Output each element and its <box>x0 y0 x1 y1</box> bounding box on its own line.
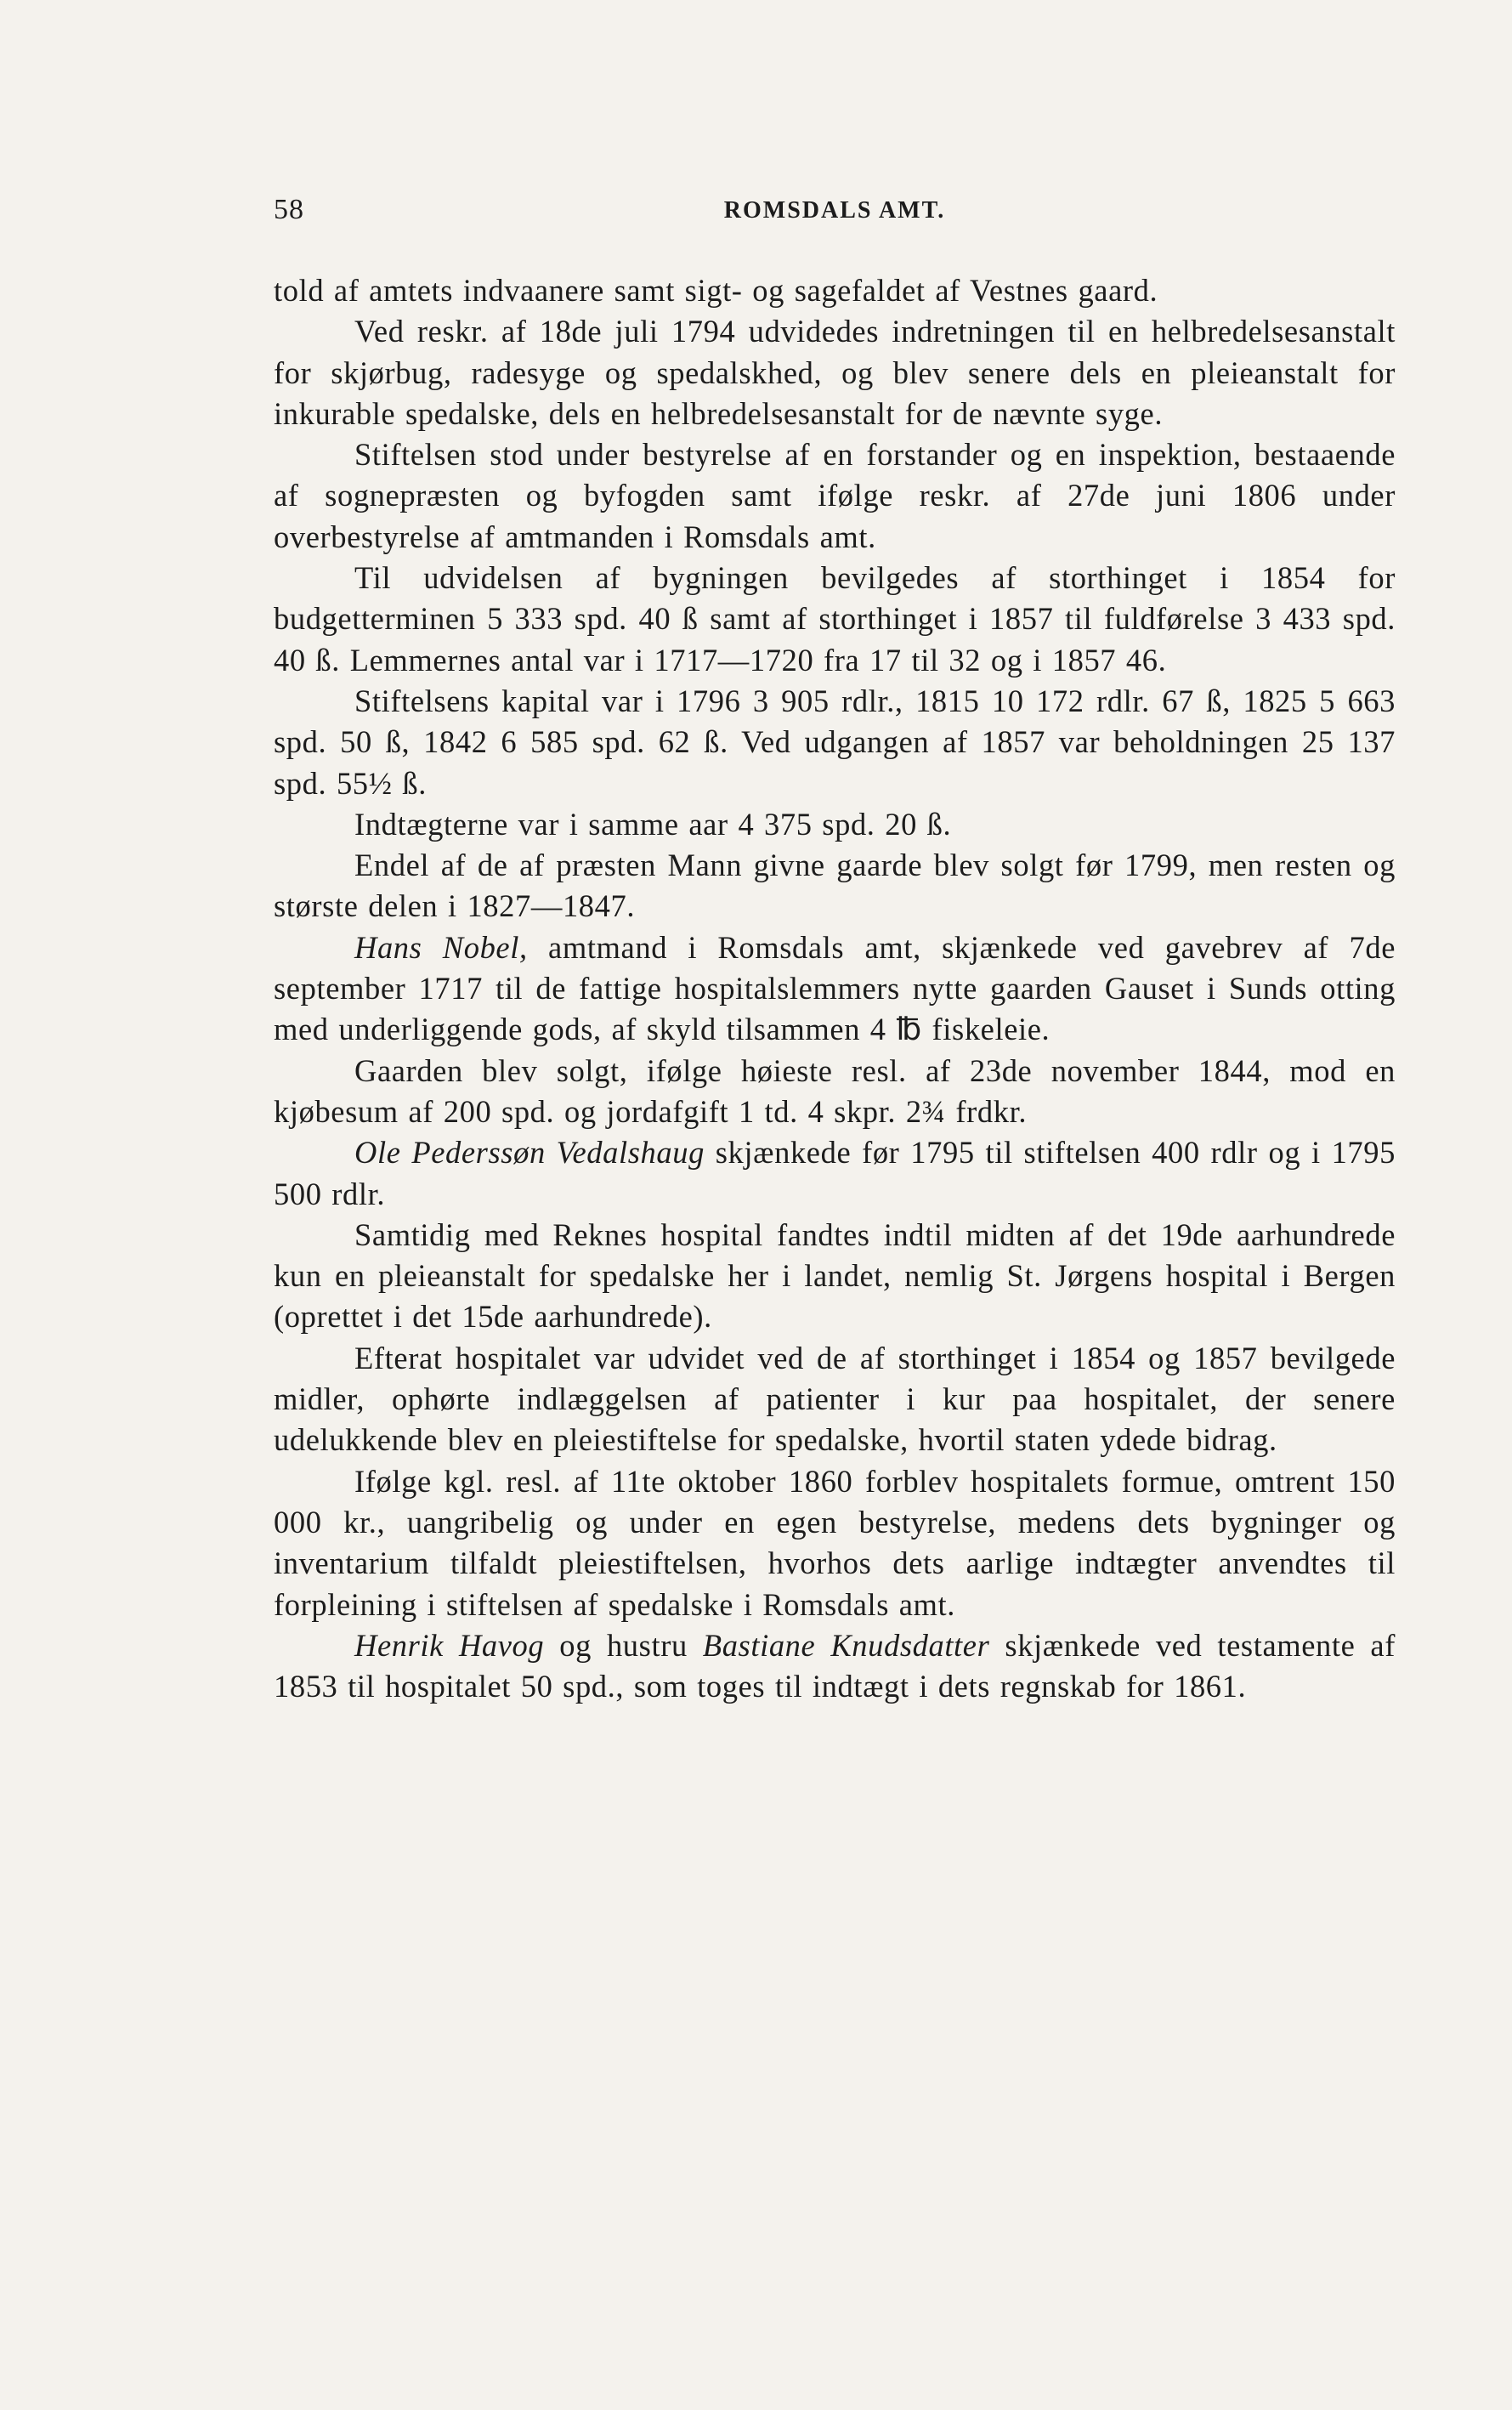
paragraph-14: Henrik Havog og hustru Bastiane Knudsdatter skjænkede ved testamente af 1853 til hospitalet 50 spd., som toges til indtægt i dets regnskab for 1861. <box>274 1627 1396 1704</box>
donor-name: Ole Pederssøn Vedalshaug <box>354 1135 705 1171</box>
donor-name: Hans Nobel, <box>354 929 528 965</box>
paragraph-9: Gaarden blev solgt, ifølge høieste resl. af 23de november 1844, mod en kjøbesum af 200 spd. og jordafgift 1 td. 4 skpr. 2¾ frdkr. <box>274 1052 1396 1129</box>
paragraph-13: Ifølge kgl. resl. af 11te oktober 1860 forblev hospitalets formue, omtrent 150 000 kr., uangribelig og under en egen bestyrelse, medens dets bygninger og inventarium tilfaldt pleiestiftelsen, hvorhos dets aarlige indtægter anvendtes til forpleining i stiftelsen af spedalske i Romsdals amt. <box>274 1463 1396 1622</box>
donor-name: Bastiane Knudsdatter <box>702 1627 990 1663</box>
page-number: 58 <box>274 194 304 225</box>
donor-name: Henrik Havog <box>354 1627 545 1663</box>
body-text <box>274 270 1396 1707</box>
paragraph-2: Ved reskr. af 18de juli 1794 udvidedes indretningen til en helbredelsesanstalt for skjørbug, radesyge og spedalskhed, og blev senere dels en pleieanstalt for inkurable spedalske, dels en helbredelsesanstalt for de nævnte syge. <box>274 314 1396 431</box>
paragraph-4: Til udvidelsen af bygningen bevilgedes af storthinget i 1854 for budgetterminen 5 333 spd. 40 ß samt af storthinget i 1857 til fuldførelse 3 433 spd. 40 ß. Lemmernes antal var i 1717—1720 fra 17 til 32 og i 1857 46. <box>274 560 1396 678</box>
paragraph-12: Efterat hospitalet var udvidet ved de af storthinget i 1854 og 1857 bevilgede midler, ophørte indlæggelsen af patienter i kur paa hospitalet, der senere udelukkende blev en pleiestiftelse for spedalske, hvortil staten ydede bidrag. <box>274 1340 1396 1458</box>
paragraph-11: Samtidig med Reknes hospital fandtes indtil midten af det 19de aarhundrede kun en pleieanstalt for spedalske her i landet, nemlig St. Jørgens hospital i Bergen (oprettet i det 15de aarhundrede). <box>274 1216 1396 1335</box>
paragraph-7: Endel af de af præsten Mann givne gaarde blev solgt før 1799, men resten og største delen i 1827—1847. <box>274 848 1396 924</box>
paragraph-3: Stiftelsen stod under bestyrelse af en forstander og en inspektion, bestaaende af sognepræsten og byfogden samt ifølge reskr. af 27de juni 1806 under overbestyrelse af amtmanden i Romsdals amt. <box>274 437 1396 554</box>
paragraph-10: Ole Pederssøn Vedalshaug skjænkede før 1795 til stiftelsen 400 rdlr og i 1795 500 rdlr. <box>274 1135 1396 1211</box>
paragraph-8: Hans Nobel, amtmand i Romsdals amt, skjænkede ved gavebrev af 7de september 1717 til de fattige hospitalslemmers nytte gaarden Gauset i Sunds otting med underliggende gods, af skyld tilsammen 4 ℔ fiskeleie. <box>274 929 1396 1047</box>
page-header <box>274 194 1396 236</box>
running-title: ROMSDALS AMT. <box>723 197 946 224</box>
paragraph-1: told af amtets indvaanere samt sigt- og sagefaldet af Vestnes gaard. <box>274 273 1158 308</box>
paragraph-5: Stiftelsens kapital var i 1796 3 905 rdlr., 1815 10 172 rdlr. 67 ß, 1825 5 663 spd. 50 ß, 1842 6 585 spd. 62 ß. Ved udgangen af 1857 var beholdningen 25 137 spd. 55½ ß. <box>274 683 1396 801</box>
paragraph-6: Indtægterne var i samme aar 4 375 spd. 20 ß. <box>354 806 952 842</box>
